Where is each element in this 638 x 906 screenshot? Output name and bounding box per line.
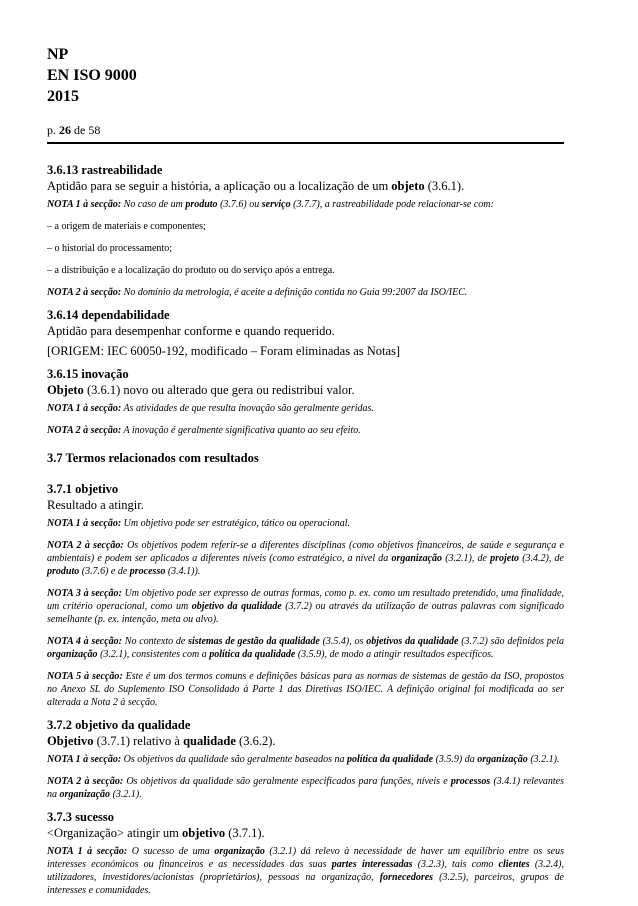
document-body — [47, 163, 564, 906]
term-definition: Objeto (3.6.1) novo ou alterado que gera ou redistribui valor. — [47, 383, 355, 397]
note: NOTA 1 à secção: As atividades de que resulta inovação são geralmente geridas. — [47, 403, 374, 414]
header-year: 2015 — [47, 88, 79, 105]
term-origin: [ORIGEM: IEC 60050-192, modificado – Foram eliminadas as Notas] — [47, 344, 401, 358]
list-item: – a distribuição e a localização do produto ou do serviço após a entrega. — [47, 265, 335, 276]
page-number: p. 26 de 58 — [47, 123, 101, 137]
note: NOTA 3 à secção: Um objetivo pode ser expresso de outras formas, como p. ex. como um resultado pretendido, uma finalidade, um critério operacional, como um objetivo da qualidade (3.7.2) ou através da utilização de outras palavras com significado semelhante (p. ex. intenção, meta ou alvo). — [47, 588, 564, 625]
term-definition: Aptidão para se seguir a história, a aplicação ou a localização de um objeto (3.6.1). — [47, 179, 465, 193]
note: NOTA 5 à secção: Este é um dos termos comuns e definições básicas para as normas de sistemas de gestão da ISO, propostos no Anexo SL do Suplemento ISO Consolidado à Parte 1 das Diretivas ISO/IEC. A definição original foi modificada ao ser alterada a Nota 2 à secção. — [47, 671, 565, 708]
note: NOTA 2 à secção: No domínio da metrologia, é aceite a definição contida no Guia 99:2007 da ISO/IEC. — [47, 287, 468, 298]
term-heading: 3.7.3 sucesso — [47, 810, 115, 824]
list-item: – o historial do processamento; — [47, 243, 172, 254]
note: NOTA 2 à secção: A inovação é geralmente significativa quanto ao seu efeito. — [47, 425, 361, 436]
header-np: NP — [47, 46, 69, 63]
term-heading: 3.7.2 objetivo da qualidade — [47, 718, 191, 732]
header-standard: EN ISO 9000 — [47, 67, 137, 84]
term-definition: <Organização> atingir um objetivo (3.7.1). — [47, 826, 265, 840]
note: NOTA 1 à secção: Os objetivos da qualidade são geralmente baseados na política da qualidade (3.5.9) da organização (3.2.1). — [47, 754, 560, 765]
term-heading: 3.6.15 inovação — [47, 367, 129, 381]
header-rule — [47, 142, 564, 144]
note: NOTA 1 à secção: O sucesso de uma organização (3.2.1) dá relevo à necessidade de haver um equilíbrio entre os seus interesses económicos ou financeiros e as necessidades das suas partes interessadas (3.2.3), tais como clientes (3.2.4), utilizadores, investidores/acionistas (proprietários), pessoas na organização, fornecedores (3.2.5), parceiros, grupos de interesses e comunidades. — [47, 846, 564, 896]
note: NOTA 2 à secção: Os objetivos podem referir-se a diferentes disciplinas (como objetivos financeiros, de saúde e segurança e ambientais) e podem ser aplicados a diferentes níveis (como estratégico, a nível da organização (3.2.1), de projeto (3.4.2), de produto (3.7.6) e de processo (3.4.1)). — [47, 540, 565, 577]
term-heading: 3.6.13 rastreabilidade — [47, 163, 163, 177]
term-heading: 3.7.1 objetivo — [47, 482, 119, 496]
note: NOTA 1 à secção: Um objetivo pode ser estratégico, tático ou operacional. — [47, 518, 351, 529]
note: NOTA 4 à secção: No contexto de sistemas de gestão da qualidade (3.5.4), os objetivos da qualidade (3.7.2) são definidos pela organização (3.2.1), consistentes com a política da qualidade (3.5.9), de modo a atingir resultados específicos. — [47, 636, 564, 660]
term-heading: 3.6.14 dependabilidade — [47, 308, 170, 322]
note: NOTA 1 à secção: No caso de um produto (3.7.6) ou serviço (3.7.7), a rastreabilidade pode relacionar-se com: — [47, 199, 494, 210]
term-definition: Resultado a atingir. — [47, 498, 144, 512]
section-heading: 3.7 Termos relacionados com resultados — [47, 451, 259, 465]
term-definition: Objetivo (3.7.1) relativo à qualidade (3.6.2). — [47, 734, 276, 748]
document-header — [47, 44, 137, 107]
current-page: 26 — [59, 123, 71, 137]
term-definition: Aptidão para desempenhar conforme e quando requerido. — [47, 324, 335, 338]
list-item: – a origem de materiais e componentes; — [47, 221, 206, 232]
note: NOTA 2 à secção: Os objetivos da qualidade são geralmente especificados para funções, níveis e processos (3.4.1) relevantes na organização (3.2.1). — [47, 776, 564, 800]
